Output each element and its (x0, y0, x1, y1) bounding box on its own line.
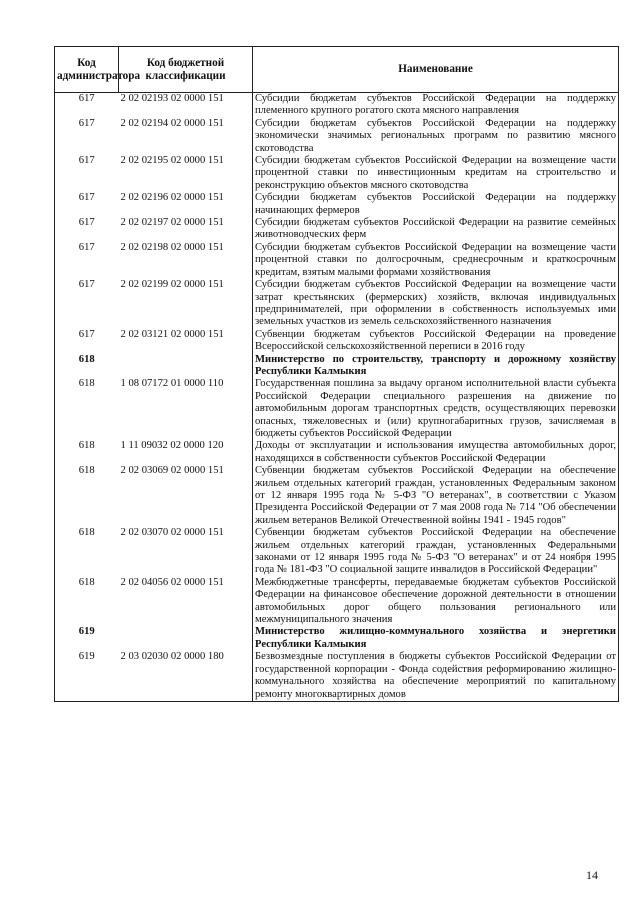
name-cell: Субсидии бюджетам субъектов Российской Федерации на возмещение части процентной ставки по инвестиционным кредитам на строительство и реконструкцию объектов мясного скотоводства (253, 155, 619, 192)
table-row (55, 118, 619, 155)
admin-code-cell: 619 (55, 651, 119, 701)
table-row (55, 378, 619, 440)
budget-code-cell: 1 11 09032 02 0000 120 (120, 440, 224, 452)
admin-code-cell: 618 (55, 354, 119, 379)
admin-code-cell: 618 (55, 440, 119, 465)
header-admin-code: Код администратора (55, 47, 119, 93)
admin-code-cell: 617 (55, 192, 119, 217)
admin-code-cell: 617 (55, 118, 119, 155)
name-cell: Субвенции бюджетам субъектов Российской Федерации на обеспечение жильем отдельных категорий граждан, установленных Федеральным законом от 12 января 1995 года № 5-ФЗ "О ветеранах", в соответствии с Указом Президента Российской Федерации от 7 мая 2008 года № 714 "Об обеспечении жильем ветеранов Великой Отечественной войны 1941 - 1945 годов" (253, 465, 619, 527)
section-heading-row (55, 626, 619, 651)
admin-code-cell: 617 (55, 155, 119, 192)
budget-code-cell: 2 02 02195 02 0000 151 (120, 155, 224, 167)
table-row (55, 279, 619, 329)
admin-code-cell: 618 (55, 378, 119, 440)
name-cell: Межбюджетные трансферты, передаваемые бюджетам субъектов Российской Федерации на финансовое обеспечение дорожной деятельности в отношении автомобильных дорог общего пользования регионального или межмуниципального значения (253, 577, 619, 627)
admin-code-cell: 617 (55, 329, 119, 354)
name-cell: Субсидии бюджетам субъектов Российской Федерации на возмещение части затрат крестьянских (фермерских) хозяйств, включая индивидуальных предпринимателей, при оформлении в собственность используемых ими земельных участков из земель сельскохозяйственного назначения (253, 279, 619, 329)
name-cell: Субвенции бюджетам субъектов Российской Федерации на обеспечение жильем отдельных категорий граждан, установленных Федеральными законами от 12 января 1995 года № 5-ФЗ "О ветеранах" и от 24 ноября 1995 года № 181-ФЗ "О социальной защите инвалидов в Российской Федерации" (253, 527, 619, 577)
budget-code-cell: 2 03 02030 02 0000 180 (119, 651, 253, 701)
admin-code-cell: 619 (55, 626, 119, 651)
budget-code-cell (119, 626, 253, 651)
budget-code-cell: 2 02 03121 02 0000 151 (120, 328, 224, 340)
table-body (55, 93, 619, 702)
table-row (55, 155, 619, 192)
budget-code-cell: 2 02 02197 02 0000 151 (120, 217, 224, 229)
budget-code-cell: 2 02 02194 02 0000 151 (120, 117, 224, 129)
section-heading-row (55, 354, 619, 379)
admin-code-cell: 617 (55, 217, 119, 242)
table-row (55, 93, 619, 118)
budget-code-cell: 2 02 03069 02 0000 151 (120, 465, 224, 477)
table-header-row (55, 47, 619, 93)
budget-code-cell: 1 08 07172 01 0000 110 (120, 378, 224, 390)
admin-code-cell: 618 (55, 577, 119, 627)
header-budget-code: Код бюджетной классификации (119, 47, 253, 93)
table-row (55, 329, 619, 354)
name-cell: Субсидии бюджетам субъектов Российской Федерации на возмещение части процентной ставки по долгосрочным, среднесрочным и краткосрочным кредитам, взятым малыми формами хозяйствования (253, 242, 619, 279)
name-cell: Государственная пошлина за выдачу органом исполнительной власти субъекта Российской Федерации специального разрешения на движение по автомобильным дорогам транспортных средств, осуществляющих перевозки опасных, тяжеловесных и (или) крупногабаритных грузов, зачисляемая в бюджеты субъектов Российской Федерации (253, 378, 619, 440)
budget-code-cell: 2 02 02199 02 0000 151 (120, 279, 224, 291)
name-cell: Министерство по строительству, транспорту и дорожному хозяйству Республики Калмыкия (253, 354, 619, 379)
budget-code-cell: 2 02 02193 02 0000 151 (120, 93, 224, 104)
budget-code-cell: 2 02 03070 02 0000 151 (120, 527, 224, 539)
admin-code-cell: 618 (55, 527, 119, 577)
budget-code-cell: 2 02 02198 02 0000 151 (120, 241, 224, 253)
table-row (55, 465, 619, 527)
name-cell: Субвенции бюджетам субъектов Российской Федерации на проведение Всероссийской сельскохозяйственной переписи в 2016 году (253, 329, 619, 354)
budget-code-cell: 2 02 02196 02 0000 151 (120, 192, 224, 204)
budget-code-cell: 2 02 04056 02 0000 151 (120, 576, 224, 588)
admin-code-cell: 617 (55, 93, 119, 118)
name-cell: Субсидии бюджетам субъектов Российской Федерации на поддержку экономически значимых региональных программ по развитию мясного скотоводства (253, 118, 619, 155)
name-cell: Безвозмездные поступления в бюджеты субъектов Российской Федерации от государственной корпорации - Фонда содействия реформированию жилищно-коммунального хозяйства на обеспечение мероприятий по капитальному ремонту многоквартирных домов (253, 651, 619, 701)
name-cell: Субсидии бюджетам субъектов Российской Федерации на развитие семейных животноводческих ферм (253, 217, 619, 242)
budget-code-cell (119, 354, 253, 379)
table-row (55, 217, 619, 242)
table-row (55, 242, 619, 279)
table-row (55, 192, 619, 217)
name-cell: Доходы от эксплуатации и использования имущества автомобильных дорог, находящихся в собственности субъектов Российской Федерации (253, 440, 619, 465)
page-number: 14 (586, 868, 598, 882)
name-cell: Субсидии бюджетам субъектов Российской Федерации на поддержку начинающих фермеров (253, 192, 619, 217)
admin-code-cell: 618 (55, 465, 119, 527)
table-row (55, 577, 619, 627)
budget-classification-table (54, 46, 619, 702)
admin-code-cell: 617 (55, 242, 119, 279)
table-row (55, 651, 619, 701)
header-name: Наименование (253, 47, 619, 93)
table-row (55, 440, 619, 465)
name-cell: Министерство жилищно-коммунального хозяйства и энергетики Республики Калмыкия (253, 626, 619, 651)
table-row (55, 527, 619, 577)
name-cell: Субсидии бюджетам субъектов Российской Федерации на поддержку племенного крупного рогатого скота мясного направления (253, 93, 619, 118)
admin-code-cell: 617 (55, 279, 119, 329)
